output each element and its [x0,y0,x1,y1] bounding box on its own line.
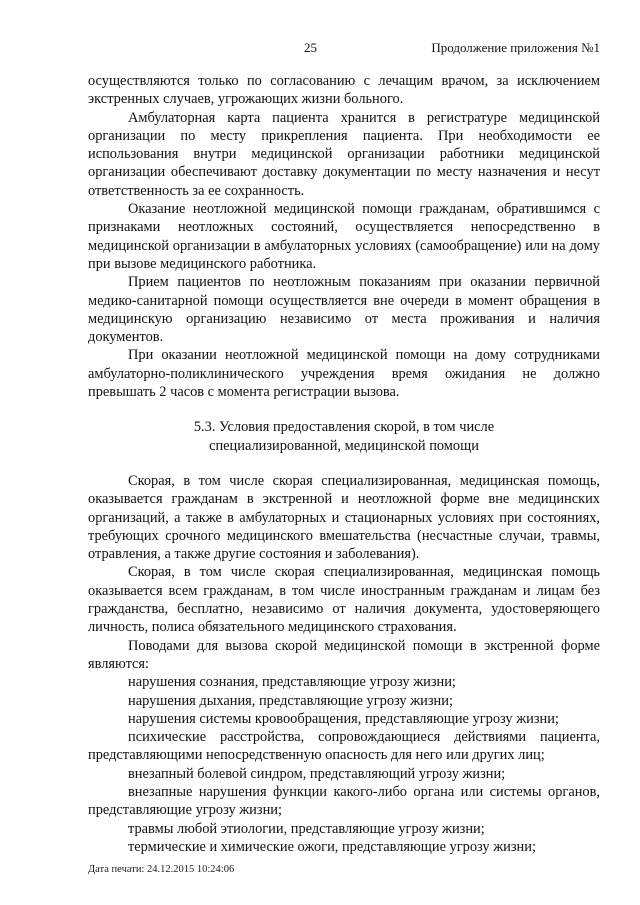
list-item: психические расстройства, сопровождающиеся действиями пациента, представляющими непосредственную опасность для него или других лиц; [88,729,600,764]
section-heading-line-2: специализированной, медицинской помощи [209,437,479,454]
list-item: внезапные нарушения функции какого-либо органа или системы органов, представляющие угрозу жизни; [88,783,600,819]
paragraph-ambulance-free: Скорая, в том числе скорая специализированная, медицинская помощь оказывается всем гражданам, в том числе иностранным гражданам и лицам без гражданства, бесплатно, независимо от наличия документа, удостоверяющего личность, полиса обязательного медицинского страхования. [88,564,600,636]
paragraph-continuation: осуществляются только по согласованию с лечащим врачом, за исключением экстренных случаев, угрожающих жизни больного. [88,73,600,108]
paragraph-urgent-admission: Прием пациентов по неотложным показаниям при оказании первичной медико-санитарной помощи осуществляется вне очереди в момент обращения в медицинскую организацию независимо от места проживания и наличия документов. [88,274,600,346]
appendix-label: Продолжение приложения №1 [431,40,600,55]
paragraph-ambulance-scope: Скорая, в том числе скорая специализированная, медицинская помощь, оказывается гражданам в экстренной и неотложной форме вне медицинских организаций, а также в амбулаторных и стационарных условиях при состояниях, требующих срочного медицинского вмешательства (несчастные случаи, травмы, отравления, а также другие состояния и заболевания). [88,472,600,563]
paragraph-outpatient-card: Амбулаторная карта пациента хранится в регистратуре медицинской организации по месту прикрепления пациента. При необходимости ее использования внутри медицинской организации работники медицинской организации обеспечивают доставку документации по месту назначения и несут ответственность за ее сохранность. [88,109,600,199]
page-header [88,40,600,58]
list-item: нарушения дыхания, представляющие угрозу жизни; [128,692,453,709]
document-body [88,72,600,856]
document-page [88,0,600,905]
page-number: 25 [304,40,317,55]
paragraph-call-reasons: Поводами для вызова скорой медицинской помощи в экстренной форме являются: [88,637,600,672]
section-heading-line-1: 5.3. Условия предоставления скорой, в том числе [193,419,495,436]
paragraph-home-visit: При оказании неотложной медицинской помощи на дому сотрудниками амбулаторно-поликлинического учреждения время ожидания не должно превышать 2 часов с момента регистрации вызова. [88,347,600,401]
list-item: термические и химические ожоги, представляющие угрозу жизни; [128,838,536,855]
section-heading [88,418,600,455]
list-item: травмы любой этиологии, представляющие угрозу жизни; [128,820,485,837]
list-item: нарушения сознания, представляющие угрозу жизни; [128,674,456,691]
print-date-footer: Дата печати: 24.12.2015 10:24:06 [88,864,235,875]
paragraph-urgent-care: Оказание неотложной медицинской помощи гражданам, обратившимся с признаками неотложных состояний, осуществляется непосредственно в медицинской организации в амбулаторных условиях (самообращение) или на дому при вызове медицинского работника. [88,201,600,272]
list-item: внезапный болевой синдром, представляющий угрозу жизни; [128,765,506,782]
list-item: нарушения системы кровообращения, представляющие угрозу жизни; [128,710,559,727]
